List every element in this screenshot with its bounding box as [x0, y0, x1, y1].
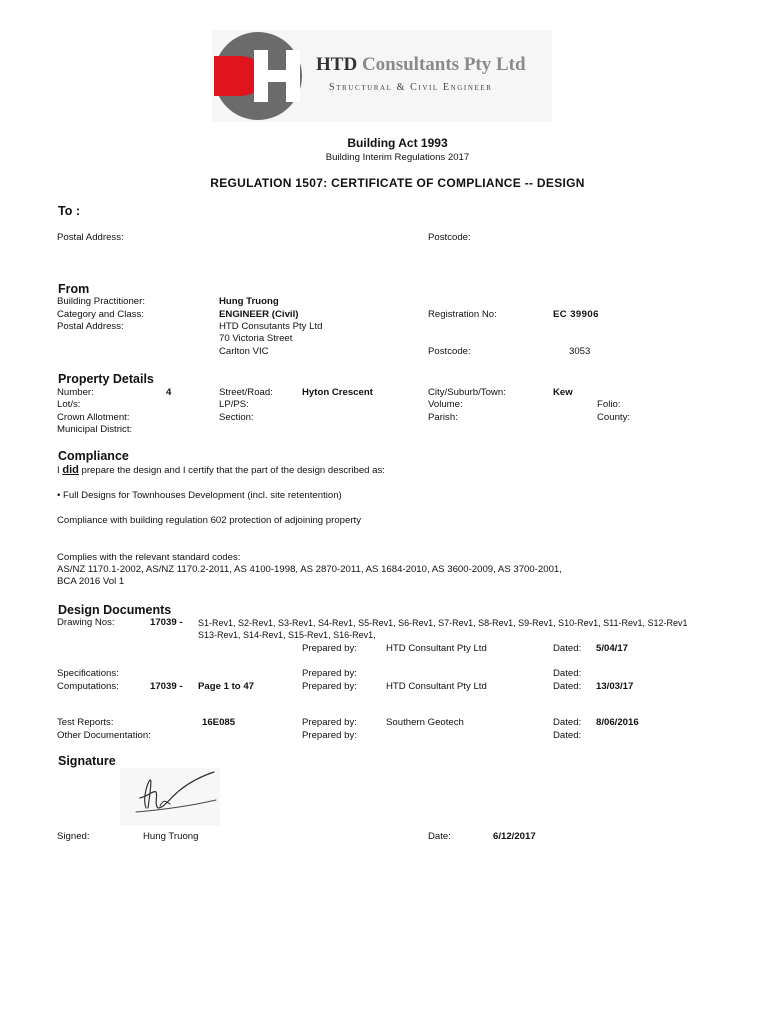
- property-heading: Property Details: [58, 372, 154, 386]
- htd-logo-mark-icon: [212, 30, 552, 122]
- comp-label: Computations:: [57, 681, 119, 692]
- codes-intro: Complies with the relevant standard codes:: [57, 552, 241, 563]
- practitioner-value: Hung Truong: [219, 296, 279, 307]
- other-doc-label: Other Documentation:: [57, 730, 151, 741]
- company-name-rest: Consultants Pty Ltd: [357, 54, 526, 75]
- from-postcode-value: 3053: [569, 346, 591, 357]
- section-label: Section:: [219, 412, 254, 423]
- statement-did: did: [62, 464, 79, 476]
- city-value: Kew: [553, 387, 573, 398]
- statement-suffix: prepare the design and I certify that the part of the design described as:: [78, 465, 385, 476]
- comp-job: 17039 -: [150, 681, 183, 692]
- street-label: Street/Road:: [219, 387, 273, 398]
- comp-prepared-label: Prepared by:: [302, 681, 357, 692]
- certificate-title: REGULATION 1507: CERTIFICATE OF COMPLIANCE -- DESIGN: [210, 176, 585, 190]
- address-line1: HTD Consutants Pty Ltd: [219, 321, 323, 332]
- registration-value: EC 39906: [553, 309, 599, 320]
- number-value: 4: [166, 387, 172, 398]
- company-tagline: Structural & Civil Engineer: [329, 82, 493, 93]
- signed-label: Signed:: [57, 831, 90, 842]
- signature-scribble-icon: [120, 768, 220, 826]
- registration-label: Registration No:: [428, 309, 497, 320]
- address-line2: 70 Victoria Street: [219, 333, 293, 344]
- test-label: Test Reports:: [57, 717, 114, 728]
- municipal-label: Municipal District:: [57, 424, 133, 435]
- drawing-dated-label: Dated:: [553, 643, 582, 654]
- from-heading: From: [58, 282, 90, 296]
- codes-line1: AS/NZ 1170.1-2002, AS/NZ 1170.2-2011, AS 4100-1998, AS 2870-2011, AS 1684-2010, AS 3600-2009, AS 3700-2001,: [57, 564, 562, 575]
- documents-heading: Design Documents: [58, 603, 172, 617]
- county-label: County:: [597, 412, 631, 423]
- crown-label: Crown Allotment:: [57, 412, 130, 423]
- from-postal-label: Postal Address:: [57, 321, 124, 332]
- signature-heading: Signature: [58, 754, 116, 768]
- number-label: Number:: [57, 387, 94, 398]
- other-dated-label: Dated:: [553, 730, 582, 741]
- drawing-prepared-label: Prepared by:: [302, 643, 357, 654]
- comp-dated-value: 13/03/17: [596, 681, 634, 692]
- spec-label: Specifications:: [57, 668, 119, 679]
- test-prepared-label: Prepared by:: [302, 717, 357, 728]
- address-line3: Carlton VIC: [219, 346, 269, 357]
- folio-label: Folio:: [597, 399, 621, 410]
- company-logo: [212, 30, 552, 122]
- date-value: 6/12/2017: [493, 831, 536, 842]
- compliance-heading: Compliance: [58, 449, 129, 463]
- comp-dated-label: Dated:: [553, 681, 582, 692]
- to-heading: To :: [58, 204, 80, 218]
- city-label: City/Suburb/Town:: [428, 387, 506, 398]
- design-bullet: • Full Designs for Townhouses Development (incl. site retentention): [57, 490, 342, 501]
- drawing-label: Drawing Nos:: [57, 617, 115, 628]
- drawing-job: 17039 -: [150, 617, 183, 628]
- company-name-bold: HTD: [316, 54, 358, 75]
- comp-prepared-value: HTD Consultant Pty Ltd: [386, 681, 487, 692]
- category-label: Category and Class:: [57, 309, 144, 320]
- lot-label: Lot/s:: [57, 399, 81, 410]
- company-name: [316, 54, 526, 76]
- drawing-prepared-value: HTD Consultant Pty Ltd: [386, 643, 487, 654]
- volume-label: Volume:: [428, 399, 463, 410]
- parish-label: Parish:: [428, 412, 458, 423]
- compliance-statement: [57, 464, 385, 476]
- test-prepared-value: Southern Geotech: [386, 717, 464, 728]
- date-label: Date:: [428, 831, 451, 842]
- signed-value: Hung Truong: [143, 831, 199, 842]
- practitioner-label: Building Practitioner:: [57, 296, 145, 307]
- test-dated-label: Dated:: [553, 717, 582, 728]
- act-title: Building Act 1993: [347, 136, 448, 150]
- drawing-list-line2: S13-Rev1, S14-Rev1, S15-Rev1, S16-Rev1,: [198, 630, 376, 640]
- to-postcode-label: Postcode:: [428, 232, 471, 243]
- test-number: 16E085: [202, 717, 236, 728]
- other-prepared-label: Prepared by:: [302, 730, 357, 741]
- drawing-list-line1: S1-Rev1, S2-Rev1, S3-Rev1, S4-Rev1, S5-Rev1, S6-Rev1, S7-Rev1, S8-Rev1, S9-Rev1, S10-Rev1, S11-Rev1, S12-Rev1: [198, 618, 688, 628]
- category-value: ENGINEER (Civil): [219, 309, 299, 320]
- drawing-dated-value: 5/04/17: [596, 643, 629, 654]
- to-postal-label: Postal Address:: [57, 232, 124, 243]
- statement-prefix: I: [57, 465, 63, 476]
- test-dated-value: 8/06/2016: [596, 717, 639, 728]
- comp-pages: Page 1 to 47: [198, 681, 254, 692]
- handwritten-signature: [120, 768, 220, 826]
- regulations-subtitle: Building Interim Regulations 2017: [325, 152, 470, 163]
- spec-prepared-label: Prepared by:: [302, 668, 357, 679]
- lp-label: LP/PS:: [219, 399, 249, 410]
- spec-dated-label: Dated:: [553, 668, 582, 679]
- adjoining-compliance: Compliance with building regulation 602 protection of adjoining property: [57, 515, 361, 526]
- street-value: Hyton Crescent: [302, 387, 373, 398]
- from-postcode-label: Postcode:: [428, 346, 471, 357]
- codes-line2: BCA 2016 Vol 1: [57, 576, 125, 587]
